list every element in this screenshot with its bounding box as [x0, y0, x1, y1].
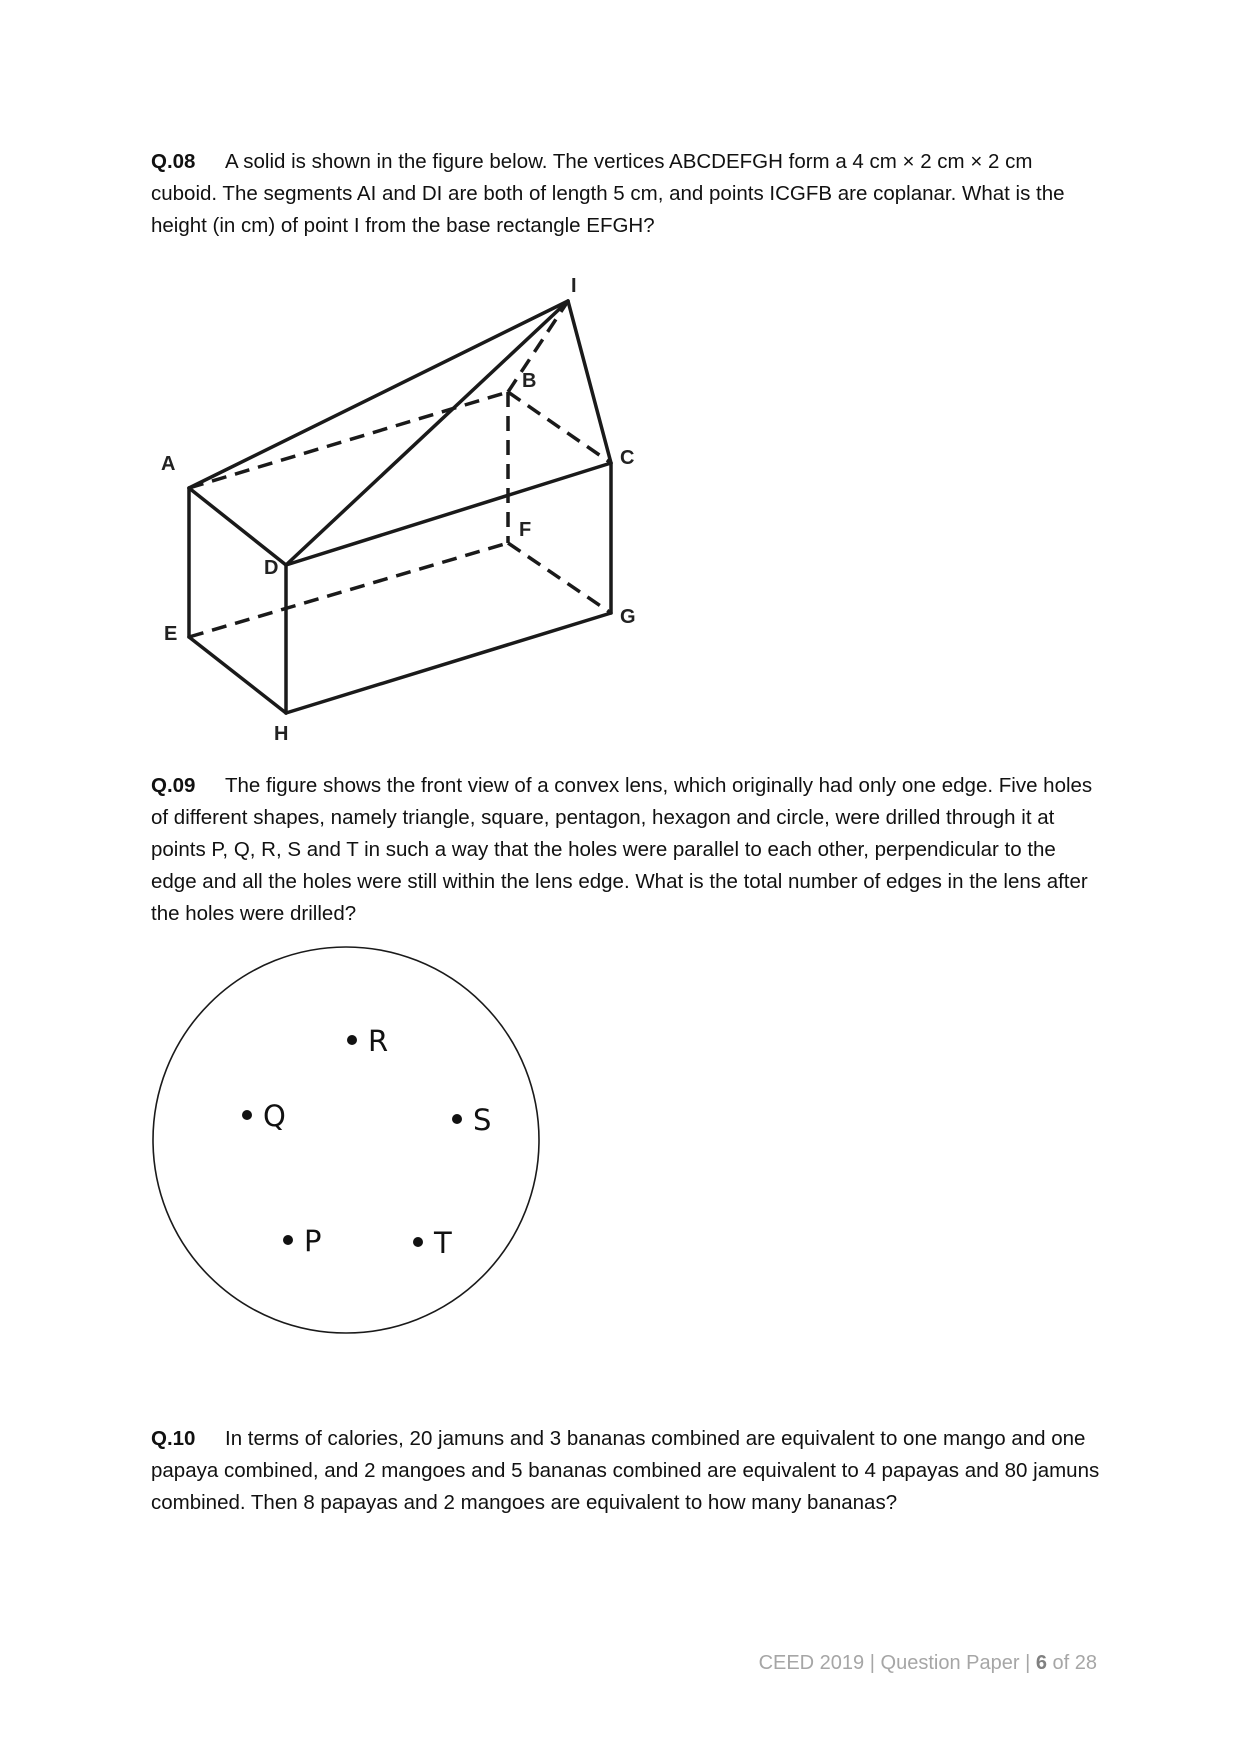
point-P-dot	[283, 1235, 293, 1245]
footer-separator: |	[869, 1652, 875, 1674]
question-text: The figure shows the front view of a convex lens, which originally had only one edge. Five holes of different shapes, namely triangle, square, pentagon, hexagon and circle, were drilled through it at points P, Q, R, S and T in such a way that the holes were parallel to each other, perpendicular to the edge and all the holes were still within the lens edge. What is the total number of edges in the lens after the holes were drilled?	[151, 774, 1093, 925]
vertex-label-G: G	[620, 606, 636, 628]
vertex-label-D: D	[264, 557, 279, 579]
vertex-label-H: H	[274, 723, 289, 745]
footer-exam: CEED 2019	[758, 1652, 865, 1674]
footer-page-number: 6	[1035, 1652, 1047, 1674]
question-number: Q.08	[151, 150, 196, 173]
question-text: In terms of calories, 20 jamuns and 3 bananas combined are equivalent to one mango and one papaya combined, and 2 mangoes and 5 bananas combined are equivalent to 4 papayas and 80 jamuns combined. Then 8 papayas and 2 mangoes are equivalent to how many bananas?	[151, 1427, 1100, 1514]
question-number: Q.09	[151, 774, 196, 797]
question-text: A solid is shown in the figure below. The vertices ABCDEFGH form a 4 cm × 2 cm × 2 cm cuboid. The segments AI and DI are both of length 5 cm, and points ICGFB are coplanar. What is the height (in cm) of point I from the base rectangle EFGH?	[151, 150, 1065, 237]
footer-separator: |	[1025, 1652, 1031, 1674]
vertex-label-I: I	[571, 275, 577, 297]
point-label-Q: Q	[263, 1099, 286, 1133]
vertex-label-E: E	[164, 623, 178, 645]
question-number: Q.10	[151, 1427, 196, 1450]
footer-doc: Question Paper	[880, 1652, 1020, 1674]
vertex-label-F: F	[519, 519, 532, 541]
point-label-R: R	[368, 1024, 389, 1058]
point-Q-dot	[242, 1110, 252, 1120]
question-10	[151, 1423, 1101, 1519]
point-R-dot	[347, 1035, 357, 1045]
point-S-dot	[452, 1114, 462, 1124]
point-label-T: T	[434, 1226, 452, 1260]
footer-page-total: of 28	[1052, 1652, 1097, 1674]
lens-edge	[153, 947, 539, 1333]
page-footer	[759, 1652, 1097, 1675]
vertex-label-A: A	[161, 453, 176, 475]
vertex-label-C: C	[620, 447, 635, 469]
vertex-label-B: B	[522, 370, 537, 392]
point-label-P: P	[304, 1224, 322, 1258]
point-T-dot	[413, 1237, 423, 1247]
point-label-S: S	[473, 1103, 492, 1137]
